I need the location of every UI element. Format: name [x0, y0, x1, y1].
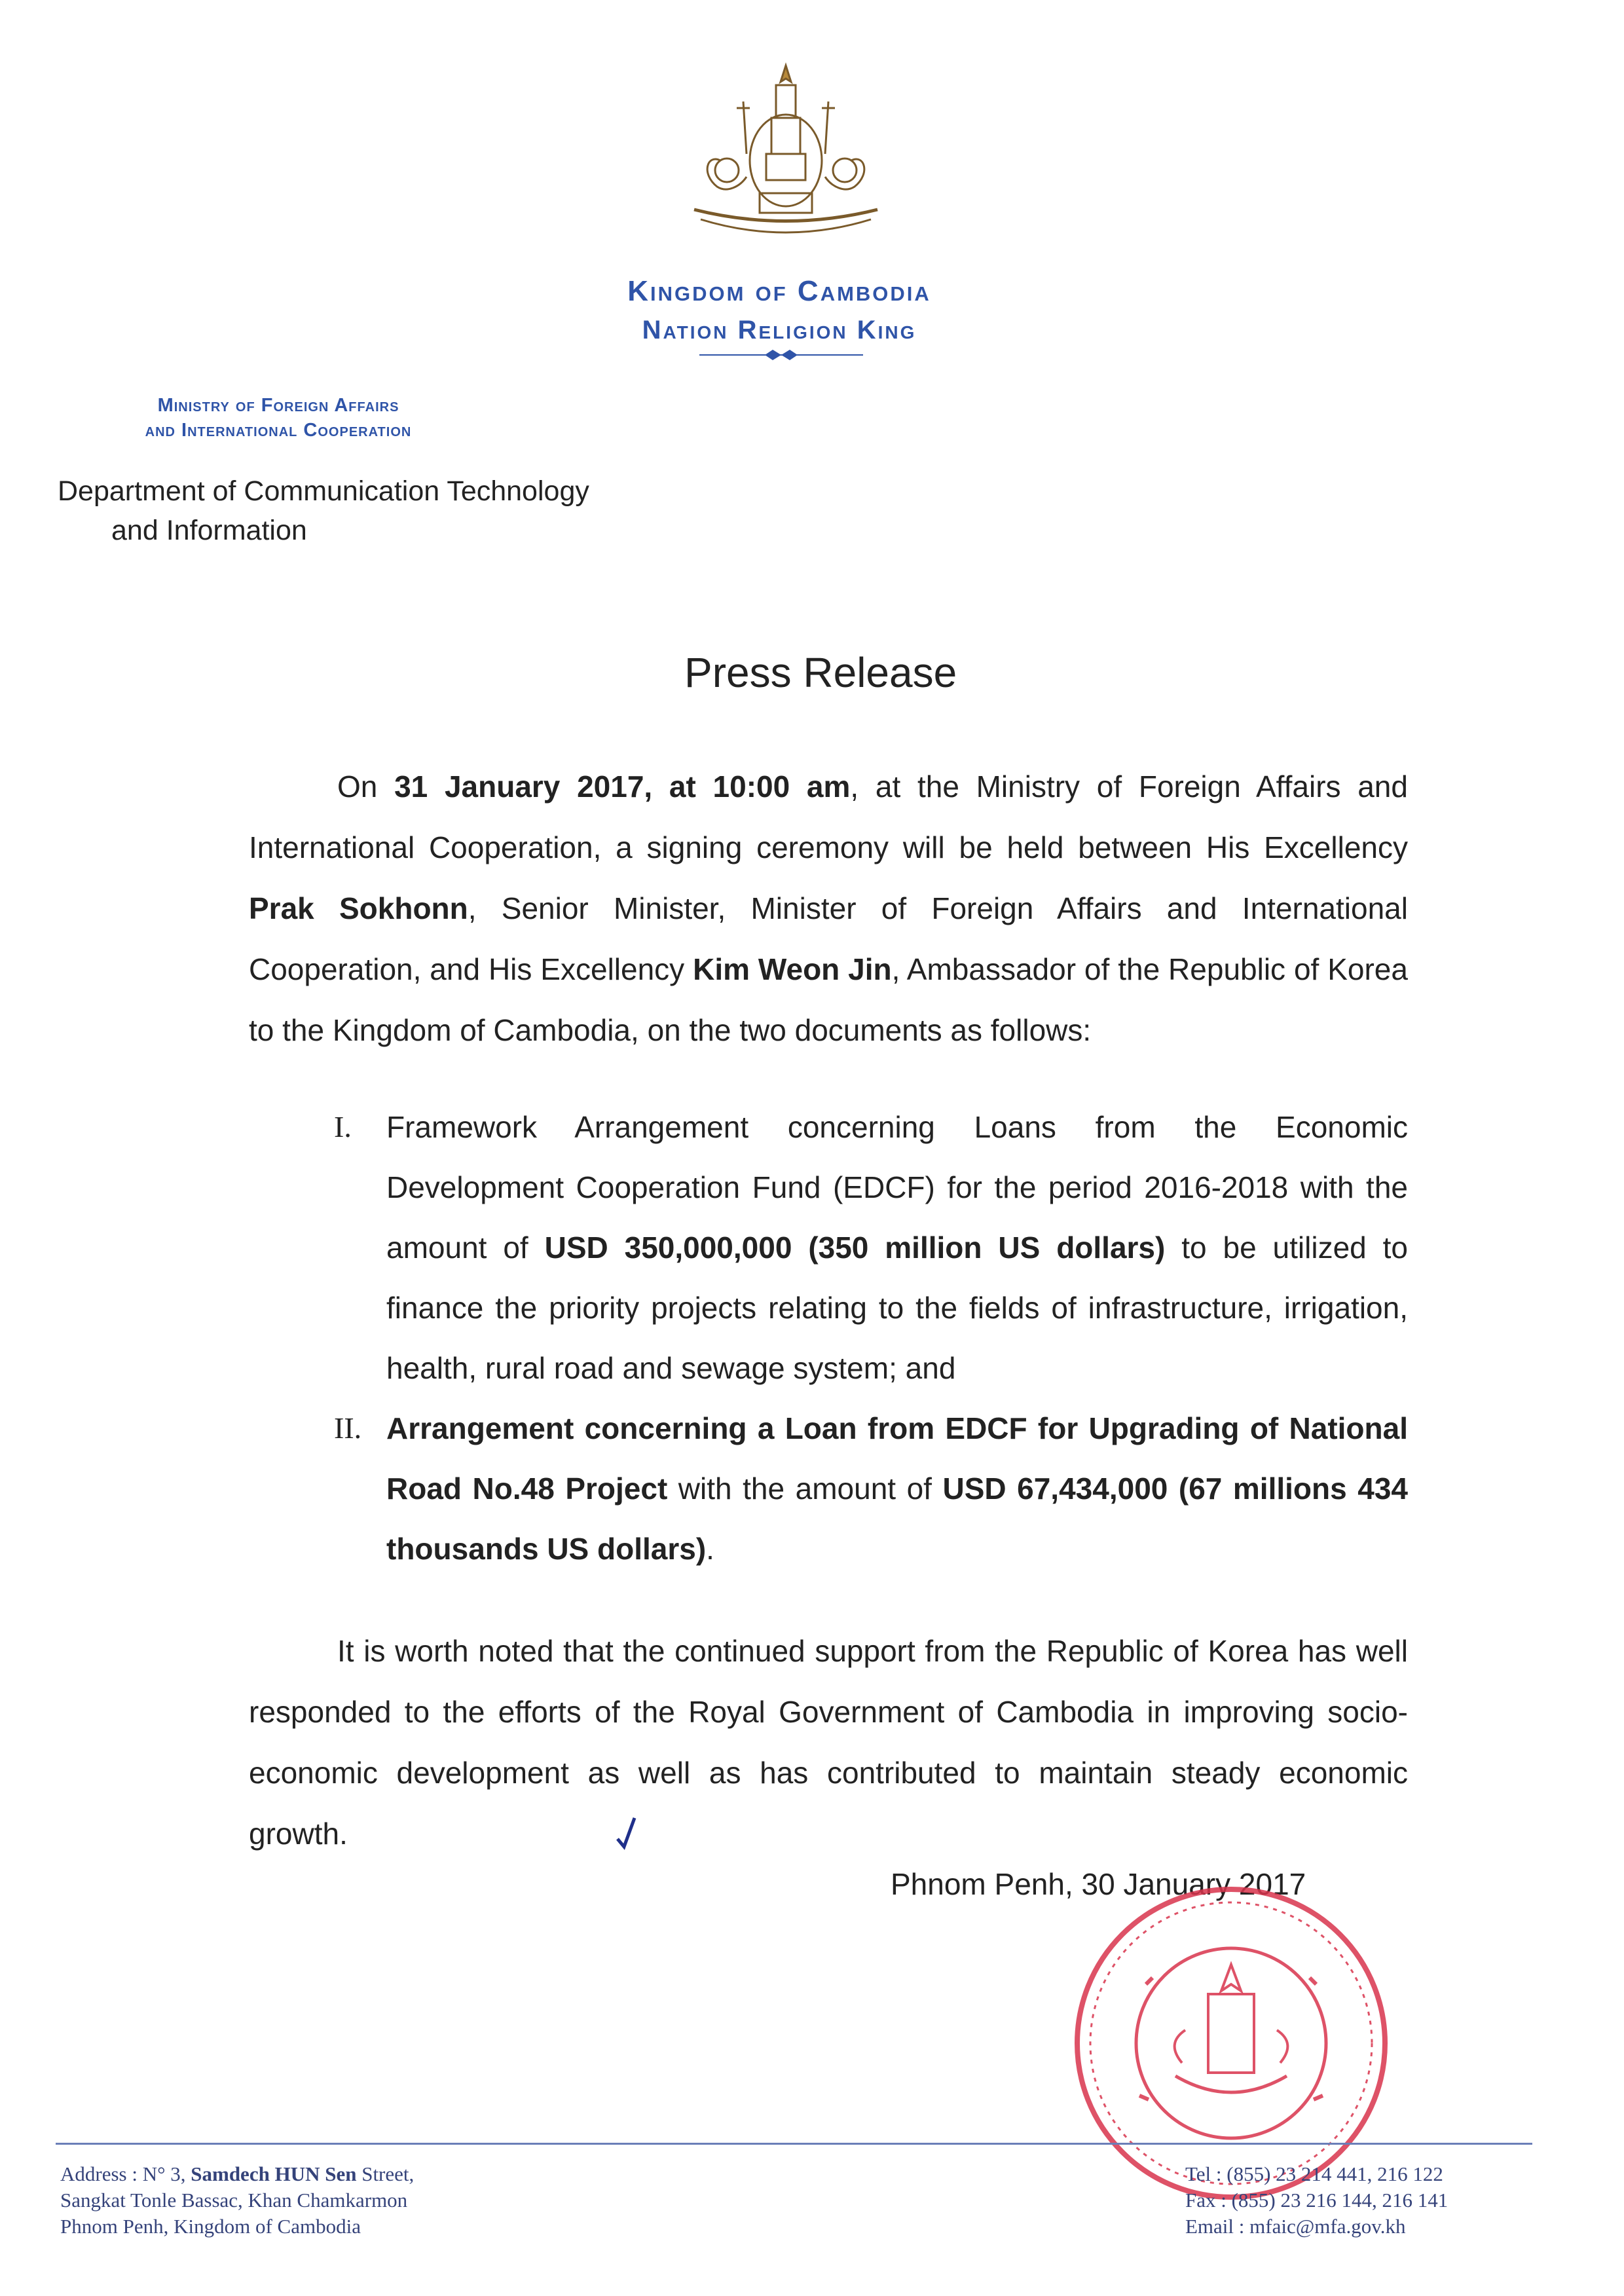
- item-amount: USD 350,000,000 (350 million US dollars): [544, 1231, 1166, 1265]
- page-title: Press Release: [684, 649, 957, 696]
- intro-text-4: , Ambassador of the Republic of Korea to the Kingdom of Cambodia, on the two documents as follows:: [249, 952, 1408, 1047]
- handwritten-tick-icon: [612, 1814, 638, 1853]
- closing-text: It is worth noted that the continued support from the Republic of Korea has well responded to the efforts of the Royal Government of Cambodia in improving socio-economic development as well as has contributed to maintain steady economic growth.: [249, 1634, 1408, 1851]
- documents-list: [334, 1097, 1408, 1579]
- country-name: Kingdom of Cambodia: [627, 275, 931, 307]
- item-text: .: [706, 1532, 714, 1566]
- ministry-name: [49, 393, 507, 443]
- divider-ornament-icon: [699, 347, 863, 363]
- address-prefix: Address : N° 3,: [60, 2162, 191, 2185]
- list-item: [334, 1398, 1408, 1579]
- item-amount: USD 67,434,000 (67 millions 434 thousands US dollars): [386, 1472, 1408, 1566]
- minister-name: Prak Sokhonn: [249, 891, 468, 925]
- intro-text-1: On: [337, 769, 395, 804]
- department-line-2: and Information: [111, 515, 307, 546]
- intro-text-3: , Senior Minister, Minister of Foreign Affairs and International Cooperation, and His Excellency: [249, 891, 1408, 986]
- item-text: with the amount of: [667, 1472, 943, 1506]
- ministry-line-2: and International Cooperation: [145, 420, 412, 441]
- ambassador-name: Kim Weon Jin: [693, 952, 892, 986]
- item-text: Framework Arrangement concerning Loans from the Economic Development Cooperation Fund (EDCF) for the period 2016-2018 with the amount of: [386, 1110, 1408, 1265]
- item-number: I.: [334, 1110, 352, 1143]
- department-line-1: Department of Communication Technology: [58, 475, 589, 507]
- contact-fax: Fax : (855) 23 216 144, 216 141: [1185, 2189, 1449, 2212]
- footer-contact: [1185, 2161, 1448, 2240]
- official-seal-icon: [1061, 1879, 1401, 2207]
- footer-divider: [56, 2143, 1532, 2145]
- dateline: Phnom Penh, 30 January 2017: [891, 1867, 1306, 1901]
- address-suffix: Street,: [356, 2162, 415, 2185]
- address-line-2: Sangkat Tonle Bassac, Khan Chamkarmon: [60, 2189, 408, 2212]
- list-item: [334, 1097, 1408, 1398]
- royal-crest-icon: [681, 62, 891, 249]
- national-motto: Nation Religion King: [642, 316, 917, 344]
- ministry-line-1: Ministry of Foreign Affairs: [157, 395, 399, 416]
- footer-address: [60, 2161, 414, 2240]
- intro-paragraph: [249, 756, 1408, 1061]
- intro-text-2: , at the Ministry of Foreign Affairs and International Cooperation, a signing ceremony will be held between His Excellency: [249, 769, 1408, 864]
- department-name: [58, 472, 647, 550]
- event-date: 31 January 2017, at 10:00 am: [394, 769, 851, 804]
- contact-tel: Tel : (855) 23 214 441, 216 122: [1185, 2162, 1443, 2185]
- item-number: II.: [334, 1411, 362, 1445]
- item-text: to be utilized to finance the priority projects relating to the fields of infrastructure, irrigation, health, rural road and sewage system; and: [386, 1231, 1409, 1385]
- address-line-3: Phnom Penh, Kingdom of Cambodia: [60, 2215, 361, 2238]
- address-line-1: [60, 2161, 414, 2187]
- closing-paragraph: [249, 1621, 1408, 1864]
- item-title: Arrangement concerning a Loan from EDCF for Upgrading of National Road No.48 Project: [386, 1411, 1408, 1506]
- address-street-name: Samdech HUN Sen: [191, 2162, 357, 2185]
- contact-email[interactable]: Email : mfaic@mfa.gov.kh: [1185, 2215, 1406, 2238]
